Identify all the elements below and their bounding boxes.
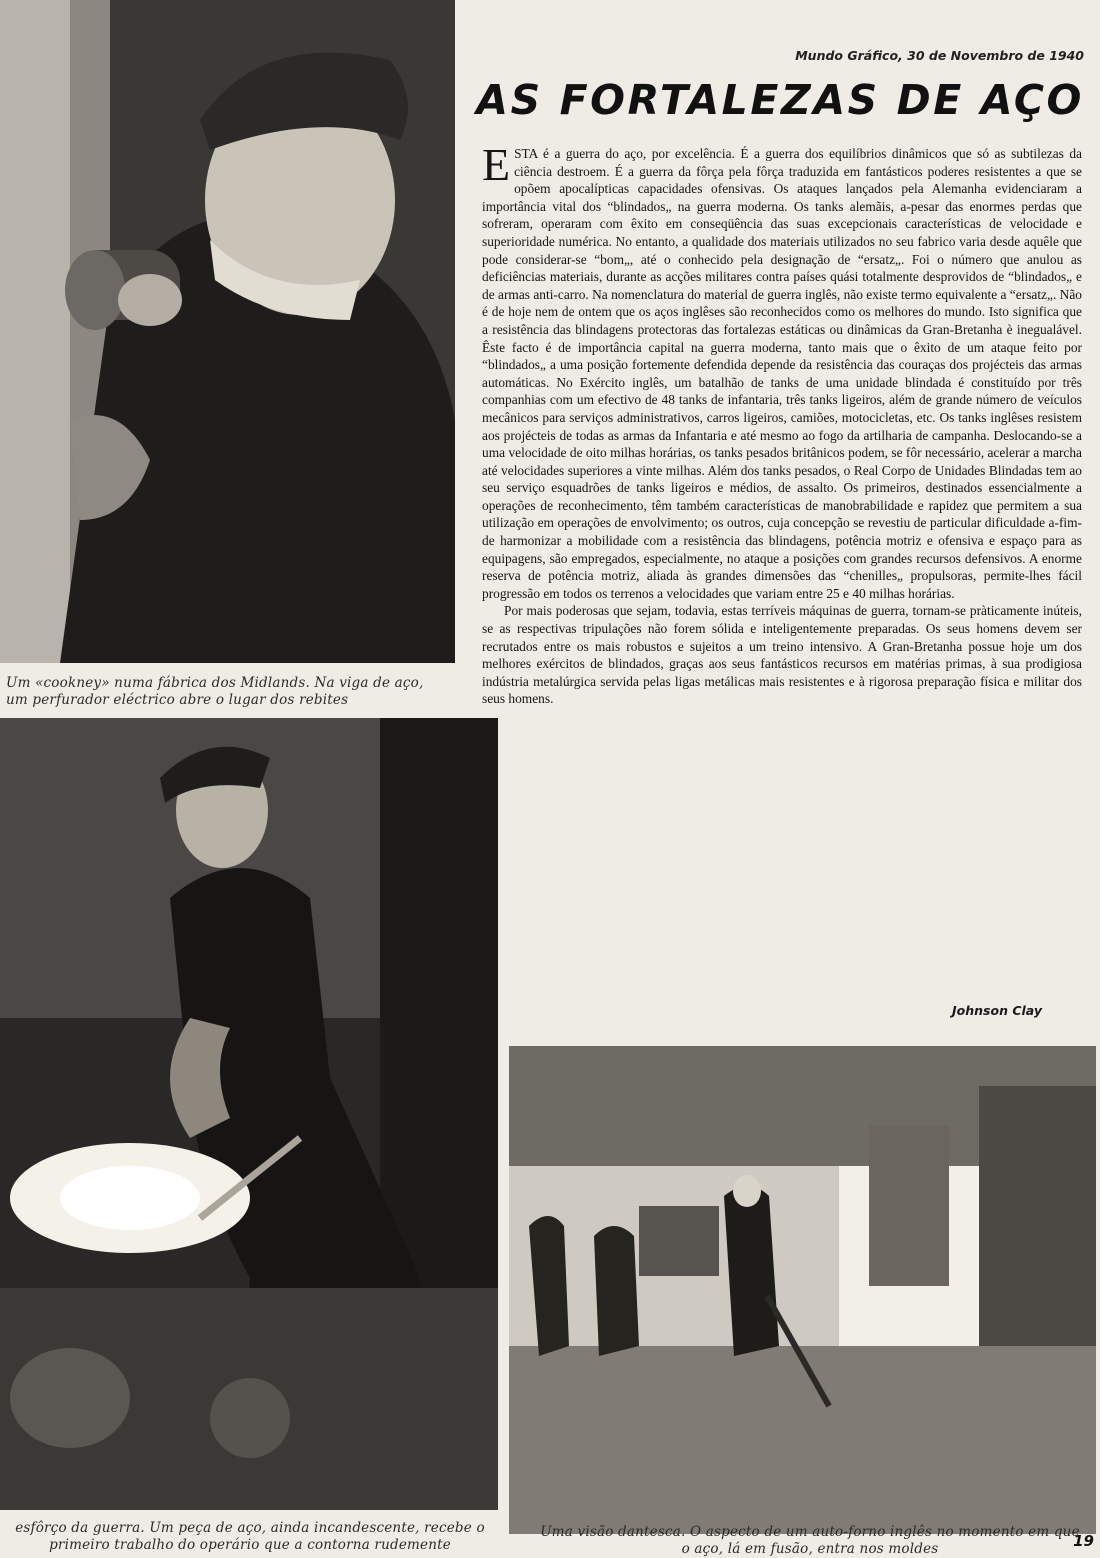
article-body bbox=[482, 139, 1082, 708]
article-paragraph-1 bbox=[482, 139, 1082, 602]
article-author: Johnson Clay bbox=[952, 1003, 1042, 1018]
caption-photo-3: Uma visão dantesca. O aspecto de um auto-forno inglês no momento em que o aço, lá em fusão, entra nos moldes bbox=[540, 1524, 1080, 1557]
article-paragraph-2: Por mais poderosas que sejam, todavia, estas terríveis máquinas de guerra, tornam-se pràticamente inúteis, se as respectivas tripulações não forem sólida e inteligentemente preparadas. Os seus homens devem ser recrutados entre os mais robustos e sujeitos a um treino intensivo. A Gran-Bretanha possue hoje um dos melhores exércitos de blindados, graças aos seus fantásticos recursos em matérias primas, à sua prodigiosa indústria metalúrgica servida pelas ligas metálicas mais resistentes e à rigorosa preparação física e militar dos seus homens. bbox=[482, 603, 1082, 707]
caption-photo-2: esfôrço da guerra. Um peça de aço, ainda incandescente, recebe o primeiro trabalho do operário que a contorna rudemente bbox=[15, 1520, 485, 1553]
dateline: Mundo Gráfico, 30 de Novembro de 1940 bbox=[795, 48, 1084, 63]
page-title: AS FORTALEZAS DE AÇO bbox=[476, 76, 1084, 124]
drop-cap: E bbox=[482, 139, 511, 190]
caption-photo-1: Um «cookney» numa fábrica dos Midlands. Na viga de aço, um perfurador eléctrico abre o lugar dos rebites bbox=[6, 675, 424, 708]
page-number: 19 bbox=[1073, 1532, 1094, 1550]
photo-blast-furnace bbox=[509, 1046, 1096, 1534]
photo-worker-forge bbox=[0, 718, 498, 1510]
article-paragraph-1-text: STA é a guerra do aço, por excelência. É a guerra dos equilíbrios dinâmicos que só as subtilezas da ciência destroem. É a guerra da fôrça pela fôrça traduzida em fantásticos poderes resistentes a que se opõem apocalípticas capacidades ofensivas. Os ataques lançados pela Alemanha evidenciaram a importância vital dos “blindados„ na guerra moderna. Os tanks alemãis, a-pesar das enormes perdas que sofreram, operaram com êxito em conseqüência das suas excepcionais características de velocidade e superioridade numérica. No entanto, a qualidade dos materiais utilizados no seu fabrico varia desde aquêle que pode considerar-se “bom„, até o conhecido pela designação de “ersatz„. Foi o número que anulou as deficiências materiais, durante as acções militares contra países quási totalmente desprovidos de “blindados„ e de armas anti-carro. Na nomenclatura do material de guerra inglês, não existe termo equivalente a “ersatz„. Não é de hoje nem de ontem que os aços inglêses são reconhecidos como os melhores do mundo. Isto significa que a resistência das blindagens protectoras das fortalezas estáticas ou dinâmicas da Gran-Bretanha è inegualável. Êste facto é de importância capital na guerra moderna, tanto mais que o êxito de um ataque feito por “blindados„ a uma posição fortemente defendida depende da resistência das couraças dos projécteis das armas automáticas. No Exército inglês, um batalhão de tanks de uma unidade blindada é constituído por três companhias com um efectivo de 48 tanks de infantaria, três tanks ligeiros, além de grande número de veículos mecânicos para serviços administrativos, carros ligeiros, camiões, motocicletas, etc. Os tanks inglêses resistem aos projécteis de todas as armas da Infantaria e até mesmo ao fogo da artilharia de campanha. Deslocando-se a uma velocidade de oito milhas horárias, os tanks pesados britânicos podem, se fôr necessário, acelerar a marcha até velocidades superiores a vinte milhas. Além dos tanks pesados, o Real Corpo de Unidades Blindadas tem ao seu serviço esquadrões de tanks ligeiros e médios, de assalto. Os primeiros, destinados essencialmente a operações de reconhecimento, têm também características de manobrabilidade e rapidez que permitem a sua utilização em operações de envolvimento; os outros, cuja concepção se revestiu de particular dificuldade a-fim-de harmonizar a mobilidade com a resistência das blindagens, potência motriz e ofensiva e espaço para as equipagens, são empregados, especialmente, no ataque a posições com grandes recursos defensivos. A enorme reserva de potência motriz, aliada às grandes dimensões das “chenilles„ propulsoras, permite-lhes fácil progressão em todos os terrenos a velocidades que variam entre 25 e 40 milhas horárias. bbox=[482, 146, 1082, 601]
photo-worker-drill bbox=[0, 0, 455, 663]
